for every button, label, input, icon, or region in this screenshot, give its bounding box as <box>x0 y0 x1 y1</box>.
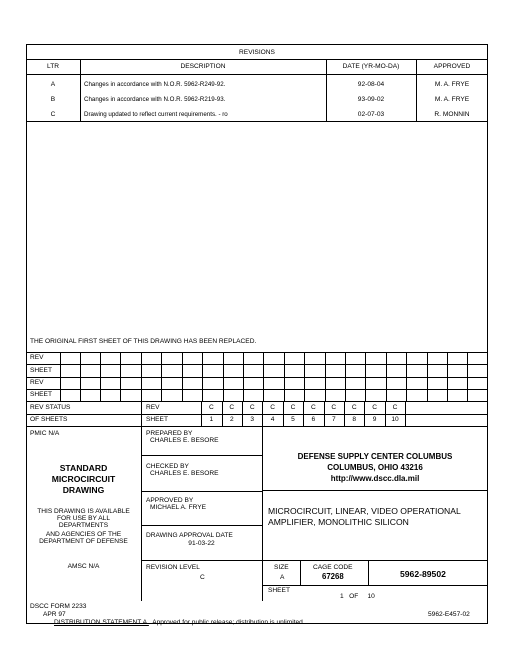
revision-level-label: REVISION LEVEL <box>146 564 200 571</box>
amsc-label: AMSC N/A <box>67 563 100 570</box>
revision-row-date: 02-07-03 <box>357 111 385 118</box>
availability-note: FOR USE BY ALL <box>56 515 111 522</box>
rev-status-cell: C <box>229 404 235 411</box>
checked-by-label: CHECKED BY <box>146 463 189 470</box>
sheet-number-cell: 1 <box>209 416 214 423</box>
replaced-note: THE ORIGINAL FIRST SHEET OF THIS DRAWING HAS BEEN REPLACED. <box>30 338 257 345</box>
rev-status-cell: C <box>270 404 275 411</box>
grid-column-line <box>182 352 183 401</box>
standard-title: STANDARD <box>59 463 108 473</box>
revision-row-description: Changes in accordance with N.O.R. 5962-R249-92. <box>84 81 226 88</box>
grid-column-line <box>427 352 428 401</box>
sheet-label: SHEET <box>268 587 290 594</box>
approval-date: 91-03-22 <box>188 540 215 547</box>
sheet-row-label: SHEET <box>30 367 52 374</box>
grid-column-line <box>325 352 326 401</box>
revision-row-description: Changes in accordance with N.O.R. 5962-R219-93. <box>84 96 226 103</box>
rev-row-label: REV <box>30 379 44 386</box>
sheet-number-cell: 9 <box>372 416 377 423</box>
revision-row-approved: M. A. FRYE <box>434 81 470 88</box>
approval-date-label: DRAWING APPROVAL DATE <box>146 532 233 539</box>
revisions-header-date: DATE (YR-MO-DA) <box>342 63 400 70</box>
revision-row-ltr: A <box>50 81 56 88</box>
revision-row-ltr: B <box>50 96 56 103</box>
rev-label: REV <box>146 404 160 411</box>
document-code: 5962-E457-02 <box>428 611 470 618</box>
sheet-number-cell: 3 <box>250 416 255 423</box>
grid-column-line <box>284 352 285 401</box>
grid-column-line <box>60 352 61 401</box>
grid-column-line <box>447 352 448 401</box>
grid-column-line <box>100 352 101 401</box>
grid-column-line <box>202 352 203 401</box>
revision-row-description: Drawing updated to reflect current requirements. - ro <box>84 111 228 118</box>
pmic-label: PMIC N/A <box>30 430 60 437</box>
grid-column-line <box>120 352 121 401</box>
revision-row-date: 92-08-04 <box>357 81 385 88</box>
revision-row-ltr: C <box>50 111 56 118</box>
grid-column-line <box>365 352 366 401</box>
form-number: DSCC FORM 2233 <box>30 603 87 610</box>
size-value: A <box>280 574 285 581</box>
revisions-header-ltr: LTR <box>47 63 59 70</box>
grid-column-line <box>467 352 468 401</box>
distribution-label: DISTRIBUTION STATEMENT A. <box>54 619 149 626</box>
availability-note: THIS DRAWING IS AVAILABLE <box>37 508 130 515</box>
sheet-number-cell: 2 <box>229 416 234 423</box>
drawing-title: MICROCIRCUIT, LINEAR, VIDEO OPERATIONAL <box>268 506 461 516</box>
grid-column-line <box>345 352 346 401</box>
cage-code-label: CAGE CODE <box>313 564 353 571</box>
revision-level: C <box>200 574 205 581</box>
availability-note: DEPARTMENTS <box>58 522 109 529</box>
revisions-header-approved: APPROVED <box>433 63 471 70</box>
checked-by-name: CHARLES E. BESORE <box>150 470 219 477</box>
sheet-number-cell: 4 <box>270 416 275 423</box>
grid-column-line <box>386 352 387 401</box>
size-label: SIZE <box>274 564 289 571</box>
availability-note: DEPARTMENT OF DEFENSE <box>39 538 128 545</box>
drawing-number: 5962-89502 <box>400 569 446 579</box>
approved-by-name: MICHAEL A. FRYE <box>150 504 207 511</box>
grid-column-line <box>304 352 305 401</box>
revision-row-approved: M. A. FRYE <box>434 96 470 103</box>
revision-row-date: 93-09-02 <box>357 96 385 103</box>
sheet-number-cell: 5 <box>291 416 295 423</box>
revisions-header-description: DESCRIPTION <box>180 63 226 70</box>
prepared-by-label: PREPARED BY <box>146 430 193 437</box>
grid-column-line <box>80 352 81 401</box>
grid-column-line <box>141 352 142 426</box>
rev-status-cell: C <box>351 404 357 411</box>
rev-status-cell: C <box>290 404 296 411</box>
agency-name: DEFENSE SUPPLY CENTER COLUMBUS <box>297 452 453 461</box>
grid-column-line <box>161 352 162 401</box>
grid-column-line <box>223 352 224 401</box>
grid-column-line <box>243 352 244 401</box>
rev-status-label: REV STATUS <box>30 404 71 411</box>
rev-row-label: REV <box>30 354 44 361</box>
form-date: APR 97 <box>43 611 66 618</box>
distribution-text: Approved for public release; distribution is unlimited. <box>148 619 305 626</box>
sheet-of: 1 OF 10 <box>340 593 375 600</box>
prepared-by-name: CHARLES E. BESORE <box>150 437 219 444</box>
distribution-statement <box>54 619 305 627</box>
drawing-title: AMPLIFIER, MONOLITHIC SILICON <box>268 517 409 527</box>
rev-status-cell: C <box>392 404 398 411</box>
grid-column-line <box>406 352 407 401</box>
rev-status-cell: C <box>331 404 337 411</box>
approved-by-label: APPROVED BY <box>146 497 194 504</box>
sheet-number-cell: 10 <box>391 416 399 423</box>
grid-column-line <box>405 401 406 426</box>
agency-url[interactable]: http://www.dscc.dla.mil <box>330 474 420 483</box>
sheet-label: SHEET <box>146 416 168 423</box>
of-sheets-label: OF SHEETS <box>30 416 68 423</box>
sheet-number-cell: 7 <box>331 416 336 423</box>
rev-status-cell: C <box>372 404 377 411</box>
cage-code: 67268 <box>322 572 344 581</box>
rev-status-cell: C <box>209 404 214 411</box>
availability-note: AND AGENCIES OF THE <box>45 531 122 538</box>
standard-title: MICROCIRCUIT <box>51 474 116 484</box>
sheet-number-cell: 8 <box>352 416 357 423</box>
sheet-row-label: SHEET <box>30 391 52 398</box>
revision-row-approved: R. MONNIN <box>434 111 470 118</box>
grid-column-line <box>263 352 264 401</box>
rev-status-cell: C <box>311 404 316 411</box>
standard-title: DRAWING <box>62 485 105 495</box>
rev-status-cell: C <box>249 404 255 411</box>
agency-address: COLUMBUS, OHIO 43216 <box>327 463 423 472</box>
revisions-title: REVISIONS <box>239 49 275 56</box>
sheet-number-cell: 6 <box>311 416 316 423</box>
